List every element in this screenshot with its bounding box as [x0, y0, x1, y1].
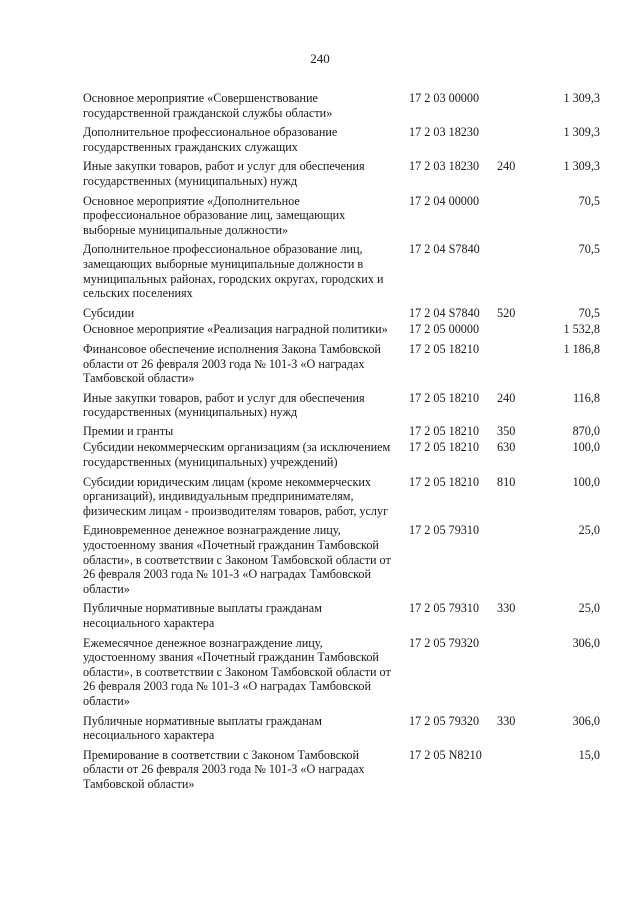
table-row [83, 306, 603, 321]
row-code: 17 2 05 18210 [409, 341, 480, 356]
row-code: 17 2 05 79320 [409, 713, 480, 728]
page-number: 240 [310, 51, 330, 66]
row-expense-type: 630 [497, 440, 516, 455]
table-row [83, 342, 603, 386]
row-amount: 1 309,3 [563, 125, 600, 140]
row-name: Основное мероприятие «Реализация наградной политики» [83, 322, 388, 337]
row-name: Основное мероприятие «Совершенствование государственной гражданской службы области» [83, 91, 333, 120]
table-row [83, 159, 603, 188]
table-row [83, 475, 603, 519]
row-name: Иные закупки товаров, работ и услуг для обеспечения государственных (муниципальных) нужд [83, 159, 365, 188]
table-row [83, 636, 603, 709]
row-amount: 1 532,8 [563, 322, 600, 337]
row-code: 17 2 03 18230 [409, 125, 480, 140]
row-amount: 25,0 [578, 523, 600, 538]
table-row [83, 601, 603, 630]
row-expense-type: 520 [497, 305, 516, 320]
row-amount: 70,5 [578, 305, 600, 320]
row-amount: 1 186,8 [563, 341, 600, 356]
row-name: Премирование в соответствии с Законом Тамбовской области от 26 февраля 2003 года № 101-З «О наградах Тамбовской области» [83, 747, 365, 791]
row-code: 17 2 05 18210 [409, 440, 480, 455]
row-code: 17 2 05 79320 [409, 635, 480, 650]
table-row [83, 242, 603, 300]
row-amount: 116,8 [573, 390, 600, 405]
row-code: 17 2 05 18210 [409, 390, 480, 405]
row-name: Публичные нормативные выплаты гражданам несоциального характера [83, 713, 322, 743]
row-code: 17 2 05 18210 [409, 423, 480, 438]
row-name: Субсидии некоммерческим организациям (за исключением государственных (муниципальных) учреждений) [83, 440, 391, 470]
row-code: 17 2 04 S7840 [409, 242, 480, 257]
budget-table [83, 91, 603, 792]
row-amount: 1 309,3 [563, 91, 600, 105]
row-expense-type: 330 [497, 601, 516, 616]
row-amount: 1 309,3 [563, 159, 600, 174]
row-code: 17 2 05 N8210 [409, 747, 482, 762]
table-row [83, 523, 603, 596]
table-row [83, 440, 603, 469]
table-row [83, 91, 603, 120]
row-amount: 306,0 [572, 713, 600, 728]
row-amount: 70,5 [578, 193, 600, 208]
row-name: Дополнительное профессиональное образование лиц, замещающих выборные муниципальные должности в муниципальных районах, городских округах, городских и сельских поселениях [83, 242, 384, 301]
row-expense-type: 240 [497, 159, 516, 174]
row-amount: 70,5 [578, 242, 600, 257]
row-expense-type: 350 [497, 423, 516, 438]
row-expense-type: 240 [497, 390, 516, 405]
row-expense-type: 330 [497, 713, 516, 728]
row-amount: 306,0 [572, 635, 600, 650]
table-row [83, 424, 603, 439]
row-amount: 100,0 [572, 474, 600, 489]
row-code: 17 2 04 S7840 [409, 305, 480, 320]
row-name: Дополнительное профессиональное образование государственных гражданских служащих [83, 125, 338, 154]
row-amount: 100,0 [572, 440, 600, 455]
row-expense-type: 810 [497, 474, 516, 489]
row-name: Публичные нормативные выплаты гражданам несоциального характера [83, 601, 322, 630]
row-name: Основное мероприятие «Дополнительное профессиональное образование лиц, замещающих выборные муниципальные должности» [83, 193, 346, 237]
table-row [83, 391, 603, 420]
row-name: Субсидии юридическим лицам (кроме некоммерческих организаций), индивидуальным предпринимателям, физическим лицам - производителям товаров, работ, услуг [83, 474, 389, 518]
row-code: 17 2 04 00000 [409, 193, 480, 208]
row-name: Премии и гранты [83, 423, 174, 438]
row-amount: 25,0 [578, 601, 600, 616]
table-row [83, 322, 603, 337]
table-row [83, 748, 603, 792]
row-name: Субсидии [83, 305, 135, 320]
table-row [83, 714, 603, 743]
row-name: Финансовое обеспечение исполнения Закона Тамбовской области от 26 февраля 2003 года № 101-З «О наградах Тамбовской области» [83, 341, 381, 386]
row-code: 17 2 03 18230 [409, 159, 480, 174]
row-name: Ежемесячное денежное вознаграждение лицу, удостоенному звания «Почетный гражданин Тамбовской области», в соответствии с Законом Тамбовской области от 26 февраля 2003 года № 101-З «О наградах Тамбовской области» [83, 635, 391, 708]
row-code: 17 2 05 79310 [409, 523, 480, 538]
table-row [83, 125, 603, 154]
row-code: 17 2 05 00000 [409, 322, 480, 337]
row-code: 17 2 05 79310 [409, 601, 480, 616]
row-code: 17 2 05 18210 [409, 474, 480, 489]
row-name: Единовременное денежное вознаграждение лицу, удостоенному звания «Почетный гражданин Тамбовской области», в соответствии с Законом Тамбовской области от 26 февраля 2003 года № 101-З «О наградах Тамбовской области» [83, 523, 391, 596]
row-name: Иные закупки товаров, работ и услуг для обеспечения государственных (муниципальных) нужд [83, 390, 365, 420]
table-row [83, 194, 603, 238]
row-code: 17 2 03 00000 [409, 91, 480, 105]
row-amount: 870,0 [572, 423, 600, 438]
row-amount: 15,0 [578, 747, 600, 762]
